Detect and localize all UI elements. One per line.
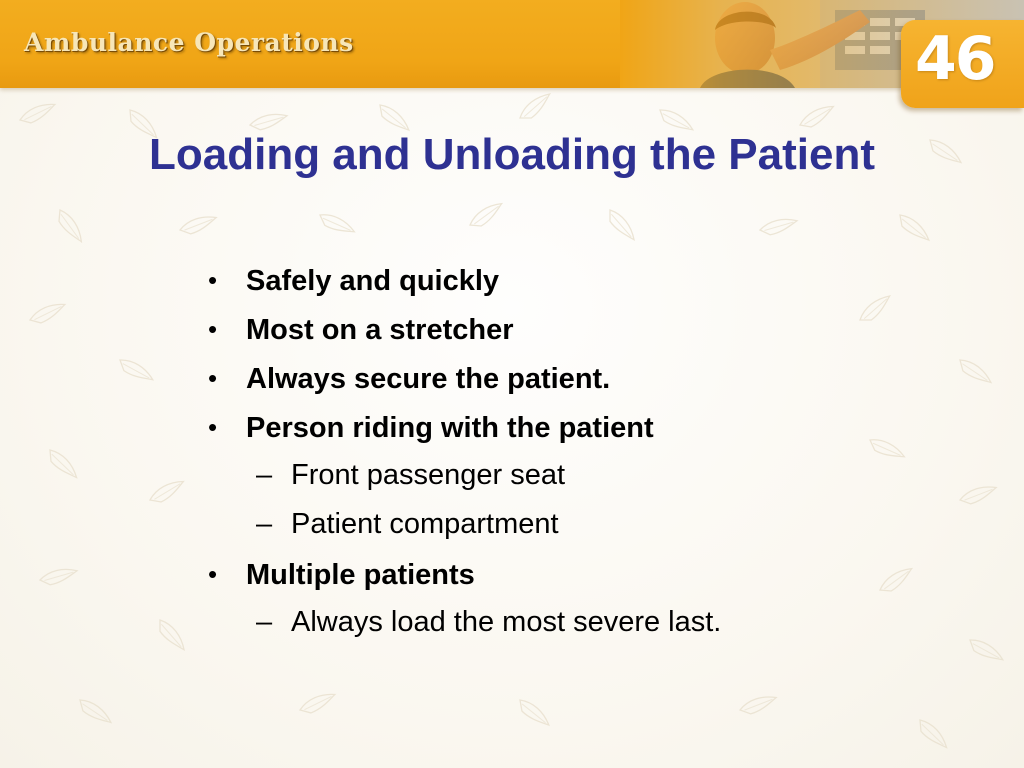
- bullet-text: Safely and quickly: [246, 265, 500, 297]
- slide-title: Loading and Unloading the Patient: [149, 130, 875, 179]
- sub-bullet-marker: –: [256, 606, 273, 638]
- bullet-item: [208, 262, 908, 311]
- sub-bullet-text: Always load the most severe last.: [291, 606, 722, 638]
- bullet-text: Multiple patients: [246, 559, 475, 591]
- bullet-marker: •: [208, 314, 218, 344]
- chapter-number: 46: [915, 24, 995, 94]
- header-bar: [0, 0, 1024, 88]
- bullet-item: [208, 409, 908, 458]
- bullet-marker: •: [208, 265, 218, 295]
- bullet-item: [208, 311, 908, 360]
- bullet-text: Always secure the patient.: [246, 363, 611, 395]
- chapter-badge: [901, 20, 1024, 108]
- bullet-item: [208, 360, 908, 409]
- sub-bullet-text: Patient compartment: [291, 508, 559, 540]
- sub-bullet-marker: –: [256, 508, 273, 540]
- bullet-marker: •: [208, 412, 218, 442]
- bullet-item: [208, 556, 908, 605]
- bullet-marker: •: [208, 363, 218, 393]
- bullet-marker: •: [208, 559, 218, 589]
- bullet-list: [208, 262, 908, 654]
- sub-bullet-item: [208, 507, 908, 556]
- header-title: Ambulance Operations: [24, 28, 354, 57]
- sub-bullet-item: [208, 458, 908, 507]
- bullet-text: Most on a stretcher: [246, 314, 514, 346]
- bullet-text: Person riding with the patient: [246, 412, 654, 444]
- sub-bullet-item: [208, 605, 908, 654]
- sub-bullet-text: Front passenger seat: [291, 459, 566, 491]
- sub-bullet-marker: –: [256, 459, 273, 491]
